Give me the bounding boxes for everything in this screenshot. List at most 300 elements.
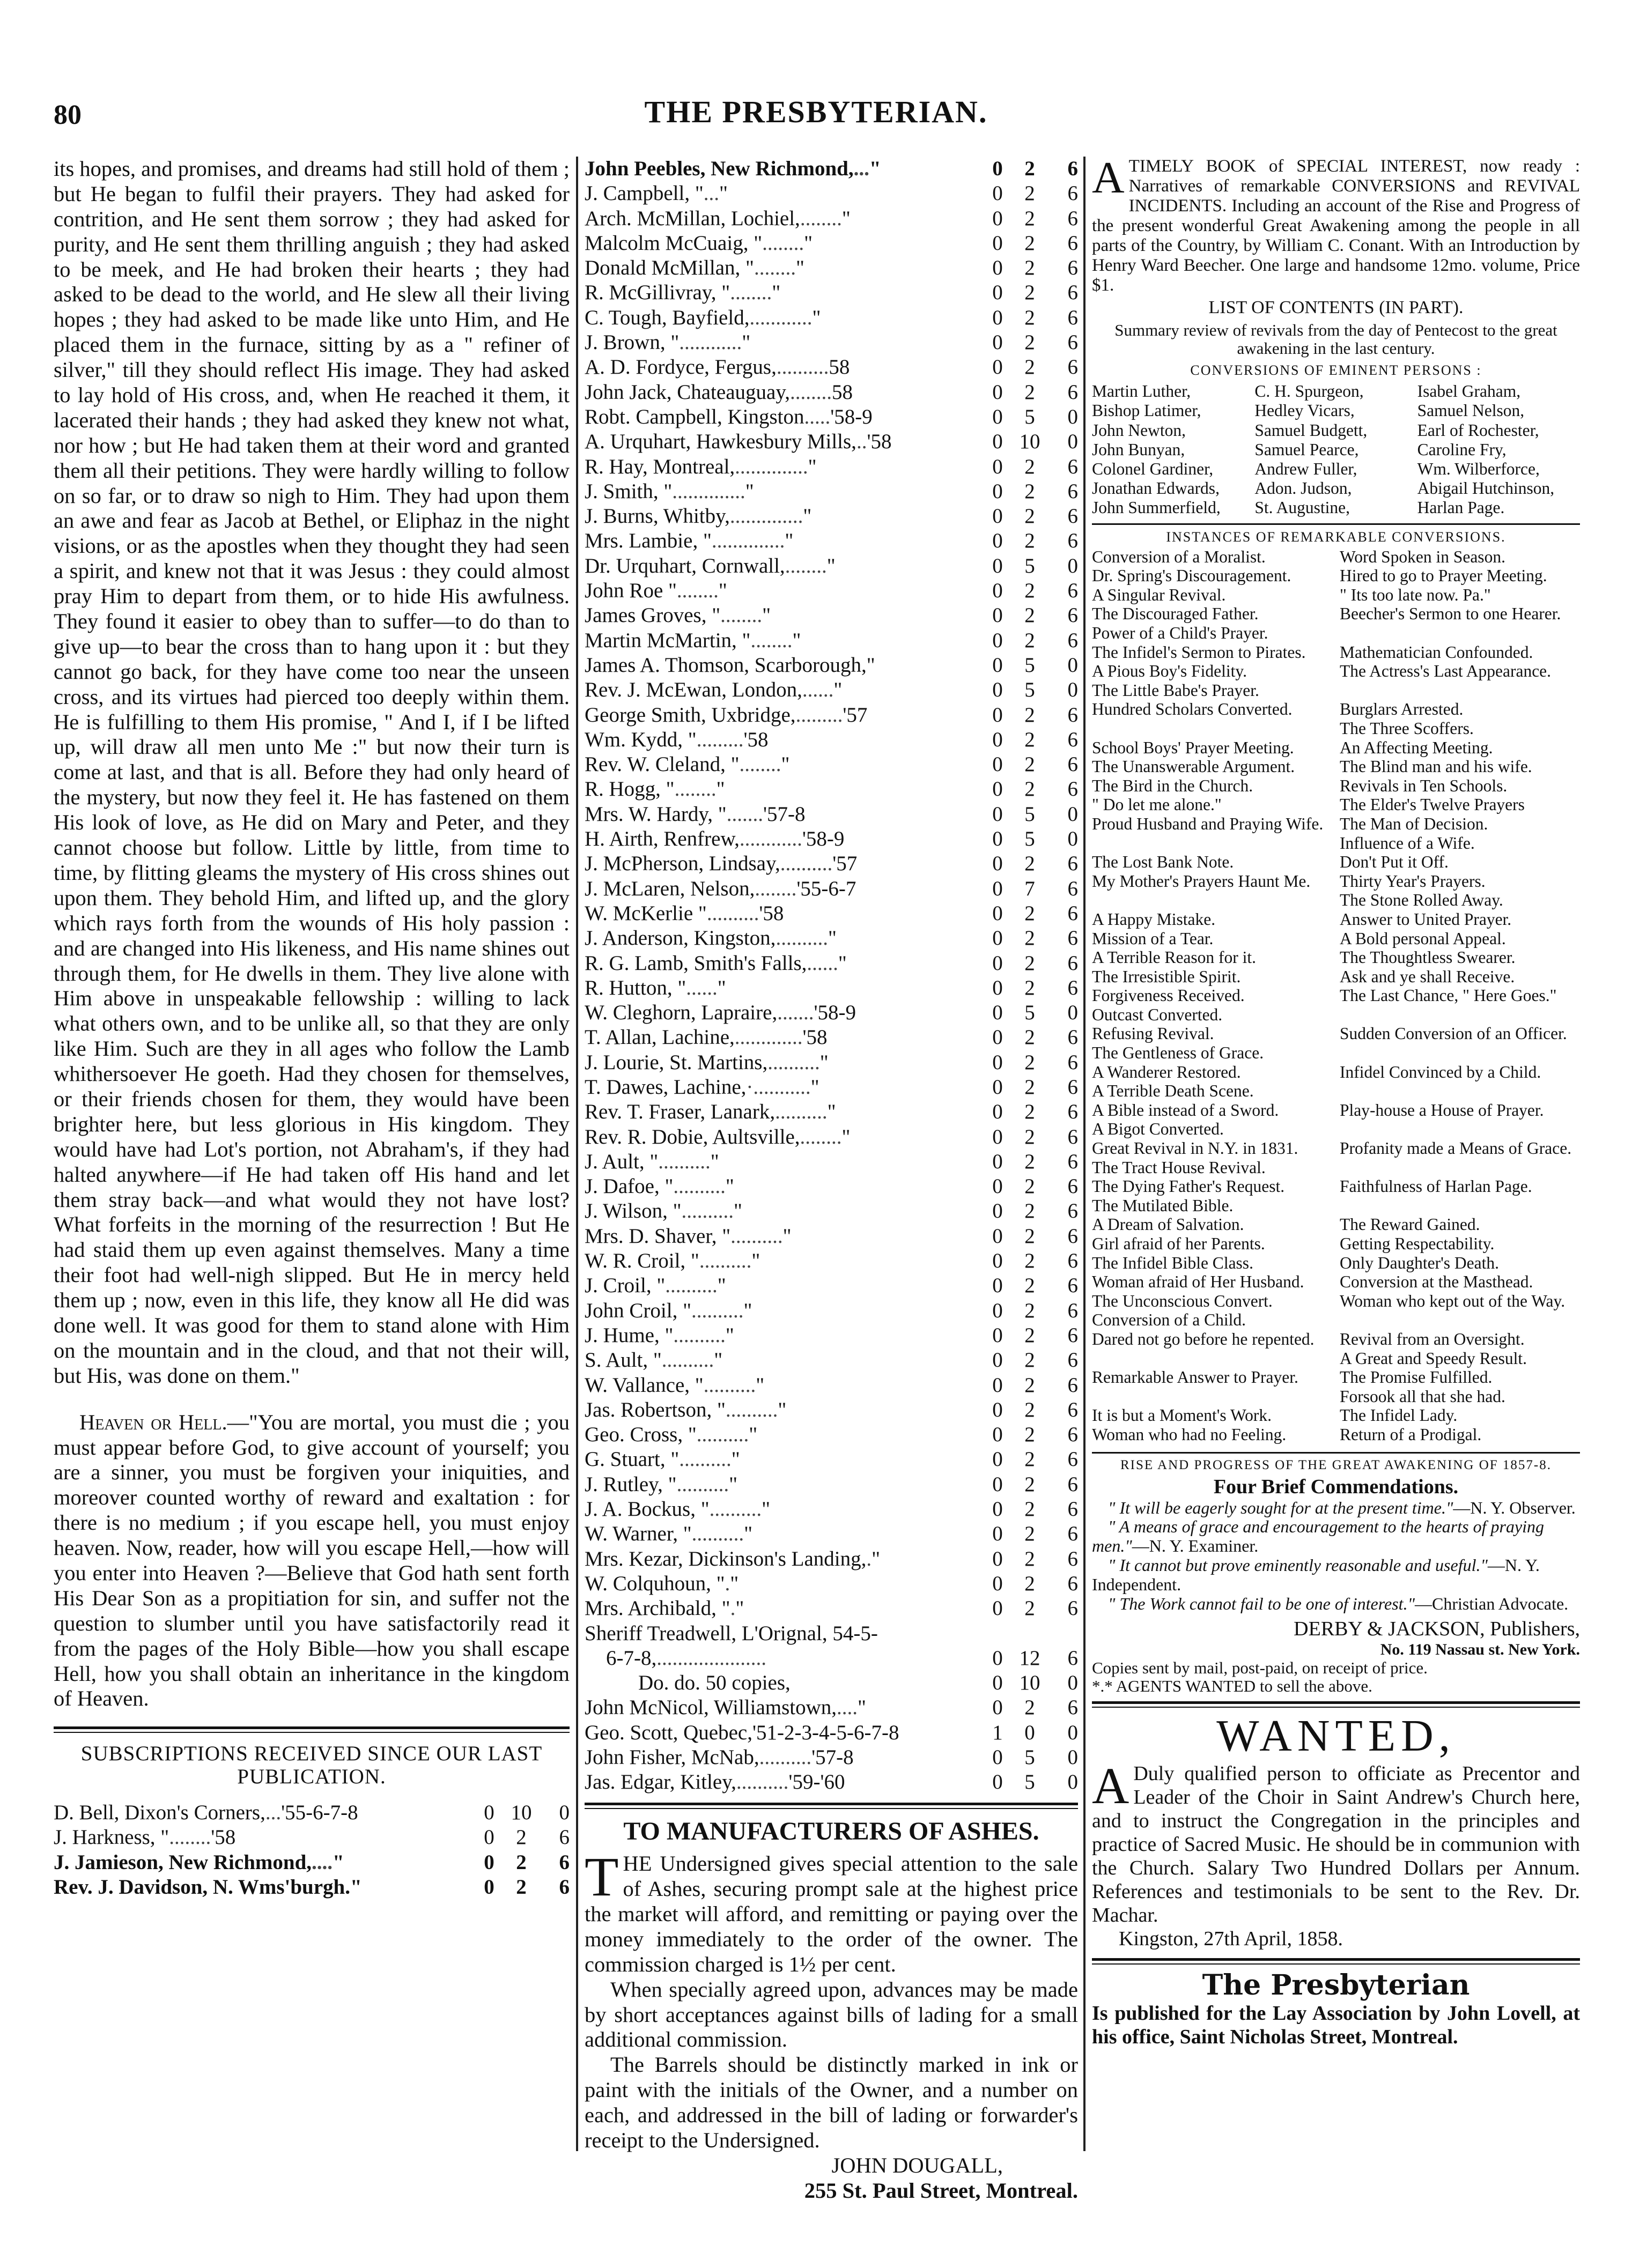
- conversion-instance: A Happy Mistake.: [1092, 909, 1216, 929]
- subscription-years: ": [735, 1597, 744, 1620]
- subscription-years: ": [785, 529, 794, 553]
- subscription-row: [585, 256, 1078, 280]
- publisher-name: DERBY & JACKSON, Publishers,: [1294, 1617, 1580, 1640]
- leader-dots: ..........: [703, 1373, 756, 1397]
- conversion-instance: Dared not go before he repented.: [1092, 1329, 1315, 1348]
- subscription-row: [585, 1348, 1078, 1373]
- amount-pounds: 0: [992, 554, 1003, 577]
- amount-shillings: 5: [1024, 1001, 1035, 1025]
- subscription-years: ": [808, 455, 817, 478]
- subscriber-name: George Smith, Uxbridge,.........'57: [585, 703, 868, 727]
- amount-pence: 6: [1067, 1547, 1078, 1570]
- subscription-row: [585, 951, 1078, 976]
- subscription-row: [585, 777, 1078, 802]
- leader-dots: ..........: [776, 927, 828, 950]
- conversion-instance: Proud Husband and Praying Wife.: [1092, 814, 1324, 833]
- leader-dots: ........: [762, 231, 804, 255]
- ashes-signature-address: 255 St. Paul Street, Montreal.: [804, 2178, 1078, 2203]
- subscription-years: ": [717, 1274, 726, 1298]
- amount-pence: 6: [1067, 479, 1078, 503]
- amount-shillings: 2: [1024, 604, 1035, 627]
- amount-pounds: 0: [992, 1696, 1003, 1719]
- amount-pounds: 0: [992, 306, 1003, 329]
- subscription-row: [585, 603, 1078, 628]
- conversion-instance: [1340, 1043, 1580, 1063]
- subscriber-name: Jas. Robertson, "..........": [585, 1398, 787, 1421]
- subscription-row: [585, 1522, 1078, 1546]
- subscriber-name: Mrs. D. Shaver, "..........": [585, 1224, 792, 1248]
- amount-shillings: 2: [1024, 479, 1035, 503]
- amount-shillings: 2: [1024, 1125, 1035, 1148]
- wanted-heading: WANTED,: [1216, 1710, 1456, 1761]
- leader-dots: ..........: [691, 1299, 744, 1322]
- conversion-instance: The Dying Father's Request.: [1092, 1177, 1285, 1196]
- amount-pence: 6: [1067, 1572, 1078, 1595]
- leader-dots: ..........: [658, 1150, 711, 1173]
- subscription-row: [585, 1596, 1078, 1621]
- amount-pounds: 0: [992, 1472, 1003, 1496]
- leader-dots: ........: [739, 753, 781, 776]
- ashes-heading: TO MANUFACTURERS OF ASHES.: [623, 1817, 1039, 1845]
- subscriber-name: J. McPherson, Lindsay,..........'57: [585, 852, 858, 876]
- commendation: [1092, 1595, 1580, 1614]
- copies-line: Copies sent by mail, post-paid, on receipt of price.: [1092, 1658, 1428, 1677]
- amount-pounds: 0: [992, 1671, 1003, 1695]
- subscription-row: [585, 529, 1078, 553]
- amount-shillings: 2: [1024, 1026, 1035, 1049]
- leader-dots: ..........: [673, 1175, 726, 1198]
- conversion-instance: A Bold personal Appeal.: [1340, 929, 1506, 948]
- subscription-row: [585, 1547, 1078, 1572]
- conversion-instance: Great Revival in N.Y. in 1831.: [1092, 1139, 1298, 1158]
- subscription-years: ": [717, 976, 726, 999]
- amount-shillings: 2: [1024, 976, 1035, 999]
- leader-dots: ........: [790, 380, 832, 404]
- subscriber-name: J. Croil, "..........": [585, 1274, 726, 1298]
- leader-dots: .: [866, 1547, 872, 1570]
- leader-dots: .............: [734, 1026, 803, 1049]
- subscriber-name: Mrs. Lambie, "..............": [585, 529, 794, 553]
- amount-pounds: 0: [992, 1175, 1003, 1198]
- subscriber-name: S. Ault, "..........": [585, 1348, 723, 1372]
- amount-pounds: 0: [992, 1125, 1003, 1148]
- treadwell-rows: [585, 1646, 1078, 1696]
- amount-pounds: 0: [992, 529, 1003, 553]
- leader-dots: ....: [312, 1850, 333, 1874]
- subscription-row: [585, 926, 1078, 951]
- amount-shillings: 2: [1024, 529, 1035, 553]
- conversion-instance: A Great and Speedy Result.: [1340, 1348, 1527, 1368]
- subscriber-name: Rev. W. Cleland, "........": [585, 753, 790, 776]
- subscription-years: '58-9: [814, 1001, 856, 1025]
- subscription-years: '57: [832, 852, 858, 876]
- subscription-years: ": [841, 206, 851, 230]
- subscription-row: [585, 1646, 1078, 1671]
- subscription-row: [585, 802, 1078, 827]
- leader-dots: ........: [754, 256, 796, 280]
- amount-shillings: 5: [1024, 653, 1035, 677]
- conversion-instance: Sudden Conversion of an Officer.: [1340, 1024, 1567, 1043]
- leader-dots: ...: [265, 1801, 282, 1825]
- eminent-person: John Newton,: [1092, 420, 1186, 440]
- amount-shillings: 5: [1024, 1770, 1035, 1794]
- amount-pence: 6: [1067, 1472, 1078, 1496]
- amount-pence: 6: [1067, 1125, 1078, 1148]
- subscriber-name: J. Anderson, Kingston,..........": [585, 927, 837, 950]
- subscription-years: ": [734, 1199, 742, 1223]
- amount-pounds: 0: [992, 1026, 1003, 1049]
- subscriber-name: W. McKerlie "..........'58: [585, 901, 784, 925]
- conversion-instance: The Irresistible Spirit.: [1092, 967, 1241, 986]
- conversion-instance: Hired to go to Prayer Meeting.: [1340, 566, 1547, 585]
- subscription-row: [585, 1745, 1078, 1770]
- conversion-instance: Word Spoken in Season.: [1340, 547, 1505, 566]
- amount-pence: 6: [1067, 1100, 1078, 1124]
- subscription-years: '55-6-7-8: [281, 1801, 358, 1825]
- subscriber-name: Mrs. W. Hardy, ".......'57-8: [585, 802, 806, 826]
- subscription-years: ": [350, 1876, 362, 1899]
- eminent-person: Samuel Pearce,: [1254, 440, 1359, 459]
- eminent-person: Bishop Latimer,: [1092, 401, 1201, 420]
- amount-pence: 6: [1067, 331, 1078, 354]
- subscription-row: [585, 479, 1078, 504]
- subscription-row: [585, 1199, 1078, 1224]
- amount-shillings: 2: [1024, 1100, 1035, 1124]
- conversion-instance: The Thoughtless Swearer.: [1340, 948, 1516, 967]
- leader-dots: ..........: [759, 1746, 812, 1769]
- subscriber-name: W. Colquhoun, ".": [585, 1572, 739, 1595]
- commendations-list: [1092, 1499, 1580, 1614]
- conversion-instance: The Stone Rolled Away.: [1340, 891, 1503, 910]
- amount-pence: 6: [1067, 182, 1078, 205]
- heaven-or-hell-lead: Heaven or Hell.: [79, 1410, 227, 1434]
- leader-dots: ...: [703, 182, 719, 205]
- subscription-row: [585, 1472, 1078, 1497]
- conversion-instance: [1340, 1005, 1580, 1025]
- subscription-years: '57-8: [811, 1746, 854, 1769]
- subscriber-name: Martin McMartin, "........": [585, 628, 801, 652]
- leader-dots: ............: [679, 331, 742, 354]
- amount-pence: 6: [1067, 206, 1078, 230]
- eminent-person: Wm. Wilberforce,: [1417, 459, 1540, 478]
- amount-pounds: 0: [992, 1448, 1003, 1471]
- amount-shillings: 2: [1024, 455, 1035, 478]
- amount-pence: 6: [1067, 1026, 1078, 1049]
- subscription-years: ": [719, 182, 728, 205]
- amount-pounds: 0: [992, 753, 1003, 776]
- subscriptions-list-col2: [585, 157, 1078, 1621]
- leader-dots: ..........: [681, 1199, 734, 1223]
- amount-pounds: 0: [484, 1850, 494, 1874]
- subscription-years: '55-6-7: [796, 877, 856, 900]
- conversion-instance: The Blind man and his wife.: [1340, 757, 1532, 776]
- section-rule: [1092, 1958, 1580, 1965]
- subscriber-name: W. Vallance, "..........": [585, 1373, 765, 1397]
- amount-pounds: 0: [992, 1572, 1003, 1595]
- leader-dots: .....................: [656, 1646, 766, 1670]
- subscription-years: ": [841, 1125, 851, 1148]
- commendation-source: —N. Y. Observer.: [1453, 1498, 1576, 1517]
- subscription-row: [585, 1273, 1078, 1298]
- subscriber-name: J. Hume, "..........": [585, 1323, 734, 1347]
- section-rule: [54, 1726, 570, 1733]
- amount-pence: 6: [1067, 951, 1078, 975]
- leader-dots: ..........: [780, 852, 833, 876]
- amount-pence: 6: [1067, 1175, 1078, 1198]
- conversion-instance: Only Daughter's Death.: [1340, 1253, 1499, 1272]
- amount-pounds: 0: [992, 430, 1003, 454]
- conversion-instance: The Elder's Twelve Prayers: [1340, 795, 1525, 814]
- subscriber-name: A. D. Fordyce, Fergus,..........58: [585, 355, 850, 379]
- amount-pence: 6: [1067, 1597, 1078, 1620]
- subscriber-name: H. Airth, Renfrew,............'58-9: [585, 827, 845, 851]
- amount-pence: 0: [1067, 678, 1078, 702]
- subscriber-name: T. Dawes, Lachine,·...........": [585, 1075, 819, 1099]
- leader-dots: ..........: [673, 1323, 726, 1347]
- subscription-years: ": [751, 1249, 760, 1273]
- amount-shillings: 2: [516, 1826, 527, 1849]
- conversion-instance: Mathematician Confounded.: [1340, 642, 1533, 662]
- amount-pence: 6: [559, 1826, 570, 1849]
- subscription-years: ": [781, 753, 790, 776]
- subscription-row: [585, 653, 1078, 678]
- amount-pounds: 0: [992, 1150, 1003, 1173]
- subscription-years: '58: [759, 901, 784, 925]
- subscription-years: '58-9: [830, 405, 873, 428]
- amount-pounds: 0: [992, 1323, 1003, 1347]
- subscription-row: [585, 181, 1078, 206]
- amount-pounds: 0: [992, 455, 1003, 478]
- amount-pence: 0: [559, 1801, 570, 1825]
- amount-pence: 6: [1067, 1696, 1078, 1719]
- conversion-instance: The Actress's Last Appearance.: [1340, 662, 1552, 681]
- amount-pence: 6: [1067, 281, 1078, 305]
- amount-pounds: 0: [992, 331, 1003, 354]
- amount-pence: 6: [1067, 1075, 1078, 1099]
- amount-shillings: 5: [1024, 405, 1035, 428]
- leader-dots: .......: [777, 1001, 814, 1025]
- amount-pounds: 1: [992, 1721, 1003, 1744]
- subscriber-name: J. Jamieson, New Richmond,....": [54, 1850, 344, 1874]
- subscription-row: [54, 1850, 570, 1875]
- amount-pounds: 0: [992, 380, 1003, 404]
- eminent-person: Adon. Judson,: [1254, 479, 1352, 498]
- subscriber-name: J. Dafoe, "..........": [585, 1175, 734, 1198]
- eminent-person: Harlan Page.: [1417, 498, 1505, 517]
- amount-pounds: 0: [992, 256, 1003, 280]
- leader-dots: ......: [686, 976, 718, 999]
- subscriber-name: John Peebles, New Richmond,...": [585, 157, 881, 180]
- conversion-instance: Revival from an Oversight.: [1340, 1329, 1525, 1348]
- wanted-date: Kingston, 27th April, 1858.: [1119, 1927, 1343, 1950]
- amount-pounds: 0: [992, 951, 1003, 975]
- conversion-instance: [1340, 624, 1580, 643]
- subscription-row: [585, 1572, 1078, 1596]
- amount-shillings: 2: [1024, 579, 1035, 603]
- amount-pence: 6: [559, 1876, 570, 1899]
- amount-pounds: 0: [992, 653, 1003, 677]
- amount-pence: 6: [1067, 579, 1078, 603]
- leader-dots: ..........: [709, 1498, 762, 1521]
- conversion-instance: Influence of a Wife.: [1340, 833, 1475, 853]
- subscription-row: [585, 1174, 1078, 1199]
- column-rule-right: [1083, 157, 1085, 2151]
- column-rule-left: [576, 157, 578, 2151]
- amount-shillings: 2: [1024, 1348, 1035, 1372]
- conversion-instance: Forgiveness Received.: [1092, 986, 1245, 1005]
- leader-dots: ........: [730, 281, 772, 305]
- commendation: [1092, 1499, 1580, 1518]
- amount-pence: 6: [1067, 1398, 1078, 1421]
- subscription-years: ": [782, 1224, 792, 1248]
- leader-dots: ........: [800, 1125, 842, 1148]
- subscription-row: [585, 1249, 1078, 1273]
- subscriptions-list-col2-after: [585, 1695, 1078, 1795]
- subscriber-name: J. Brown, "............": [585, 331, 751, 354]
- conversion-instance: Revivals in Ten Schools.: [1340, 776, 1508, 795]
- amount-pence: 6: [1067, 1249, 1078, 1273]
- conversion-instance: My Mother's Prayers Haunt Me.: [1092, 871, 1311, 891]
- eminent-person: Abigail Hutchinson,: [1417, 479, 1555, 498]
- subscriber-name: J. Rutley, "..........": [585, 1472, 737, 1496]
- subscriber-name: Rev. R. Dobie, Aultsville,........": [585, 1125, 851, 1148]
- leader-dots: ............: [739, 827, 802, 851]
- conversion-instance: Don't Put it Off.: [1340, 853, 1449, 872]
- subscription-years: '51-2-3-4-5-6-7-8: [752, 1721, 899, 1744]
- subscription-years: ": [819, 1050, 829, 1074]
- amount-shillings: 5: [1024, 1746, 1035, 1769]
- subscriber-name: Geo. Cross, "..........": [585, 1423, 758, 1447]
- leader-dots: ..........: [725, 1398, 778, 1421]
- amount-pounds: 0: [992, 1498, 1003, 1521]
- page-number: 80: [54, 100, 82, 130]
- leader-dots: ..........: [775, 1100, 828, 1124]
- leader-dots: .: [730, 1597, 736, 1620]
- ashes-signature-name: JOHN DOUGALL,: [831, 2153, 1003, 2177]
- leader-dots: .........: [696, 728, 744, 751]
- subscriber-name: J. A. Bockus, "..........": [585, 1498, 771, 1521]
- amount-pence: 6: [1067, 628, 1078, 652]
- amount-pounds: 0: [992, 1423, 1003, 1447]
- leader-dots: ......: [807, 951, 838, 975]
- amount-pounds: 0: [992, 1646, 1003, 1670]
- amount-shillings: 2: [1024, 1373, 1035, 1397]
- conversion-instance: The Tract House Revival.: [1092, 1158, 1266, 1177]
- subscription-years: ": [716, 777, 725, 801]
- amount-pounds: 0: [992, 1199, 1003, 1223]
- subscription-years: '58: [211, 1826, 236, 1849]
- amount-pounds: 0: [484, 1801, 494, 1825]
- conversion-instance: [1092, 1349, 1332, 1368]
- amount-pence: 6: [1067, 1299, 1078, 1322]
- amount-pence: 6: [1067, 604, 1078, 627]
- conversion-instance: Burglars Arrested.: [1340, 700, 1464, 719]
- subscription-years: ": [725, 1175, 734, 1198]
- commendation: [1092, 1556, 1580, 1595]
- amount-shillings: 2: [1024, 1075, 1035, 1099]
- amount-pence: 6: [1067, 1522, 1078, 1546]
- subscription-row: [585, 1770, 1078, 1795]
- subscriber-name: R. McGillivray, "........": [585, 281, 781, 305]
- amount-pounds: 0: [992, 1001, 1003, 1025]
- amount-shillings: 2: [1024, 703, 1035, 727]
- conversion-instance: Getting Respectability.: [1340, 1234, 1495, 1254]
- subscription-row: [585, 380, 1078, 405]
- section-rule: [1092, 1701, 1580, 1708]
- amount-shillings: 10: [1019, 430, 1040, 454]
- subscriber-name: Arch. McMillan, Lochiel,........": [585, 206, 851, 230]
- subscription-years: '57: [843, 703, 868, 727]
- subscription-row: [54, 1800, 570, 1825]
- subscription-row: [585, 827, 1078, 851]
- conversion-instance: Remarkable Answer to Prayer.: [1092, 1368, 1298, 1387]
- amount-pounds: 0: [992, 728, 1003, 751]
- subscription-row: [585, 504, 1078, 529]
- conversion-instance: A Terrible Death Scene.: [1092, 1081, 1254, 1101]
- eminent-person: Isabel Graham,: [1417, 382, 1521, 401]
- subscription-row: [585, 206, 1078, 231]
- subscription-years: ": [803, 505, 812, 528]
- subscription-row: [585, 851, 1078, 876]
- conversion-instance: [1340, 1310, 1580, 1330]
- subscriber-name: C. Tough, Bayfield,............": [585, 306, 821, 329]
- agents-line: *.* AGENTS WANTED to sell the above.: [1092, 1677, 1372, 1696]
- leader-dots: ·...........: [746, 1075, 811, 1099]
- subscription-years: ": [812, 306, 821, 329]
- subscription-years: '58-9: [802, 827, 845, 851]
- amount-shillings: 2: [1024, 1274, 1035, 1298]
- eminent-person: Martin Luther,: [1092, 382, 1191, 401]
- conversion-instance: The Bird in the Church.: [1092, 776, 1253, 795]
- conversion-instance: " Its too late now. Pa.": [1340, 585, 1491, 604]
- eminent-person: Hedley Vicars,: [1254, 401, 1355, 420]
- subscription-years: '58: [802, 1026, 828, 1049]
- amount-pence: 6: [1067, 877, 1078, 900]
- amount-pence: 6: [1067, 256, 1078, 280]
- subscriber-name: J. Lourie, St. Martins,..........": [585, 1050, 829, 1074]
- amount-pence: 6: [1067, 529, 1078, 553]
- amount-shillings: 2: [516, 1876, 527, 1899]
- subscription-row: [54, 1825, 570, 1850]
- conversion-instance: [1092, 834, 1332, 853]
- subscription-row: [585, 330, 1078, 355]
- subscriber-name: Geo. Scott, Quebec,'51-2-3-4-5-6-7-8: [585, 1721, 899, 1744]
- conversion-instance: A Singular Revival.: [1092, 585, 1226, 604]
- amount-pence: 0: [1067, 827, 1078, 851]
- amount-shillings: 5: [1024, 554, 1035, 577]
- leader-dots: ..........: [767, 1050, 820, 1074]
- subscriber-name: G. Stuart, "..........": [585, 1448, 740, 1471]
- subscription-row: [585, 1150, 1078, 1174]
- subscription-row: [585, 976, 1078, 1000]
- subscriber-name: Jas. Edgar, Kitley,..........'59-'60: [585, 1770, 845, 1794]
- subscription-row: [585, 728, 1078, 752]
- subscription-years: ": [778, 1398, 787, 1421]
- subscriber-name: J. Wilson, "..........": [585, 1199, 742, 1223]
- contents-heading: LIST OF CONTENTS (IN PART).: [1208, 297, 1464, 317]
- conversion-instance: A Dream of Salvation.: [1092, 1215, 1244, 1234]
- amount-pence: 6: [559, 1850, 570, 1874]
- amount-pounds: 0: [992, 1075, 1003, 1099]
- conversion-instance: [1340, 1081, 1580, 1101]
- amount-shillings: 2: [1024, 256, 1035, 280]
- conversion-instance: The Little Babe's Prayer.: [1092, 680, 1259, 700]
- amount-shillings: 2: [1024, 1050, 1035, 1074]
- amount-shillings: 2: [1024, 1547, 1035, 1570]
- amount-pounds: 0: [992, 877, 1003, 900]
- amount-pence: 6: [1067, 976, 1078, 999]
- subscriber-name: James A. Thomson, Scarborough,": [585, 653, 875, 677]
